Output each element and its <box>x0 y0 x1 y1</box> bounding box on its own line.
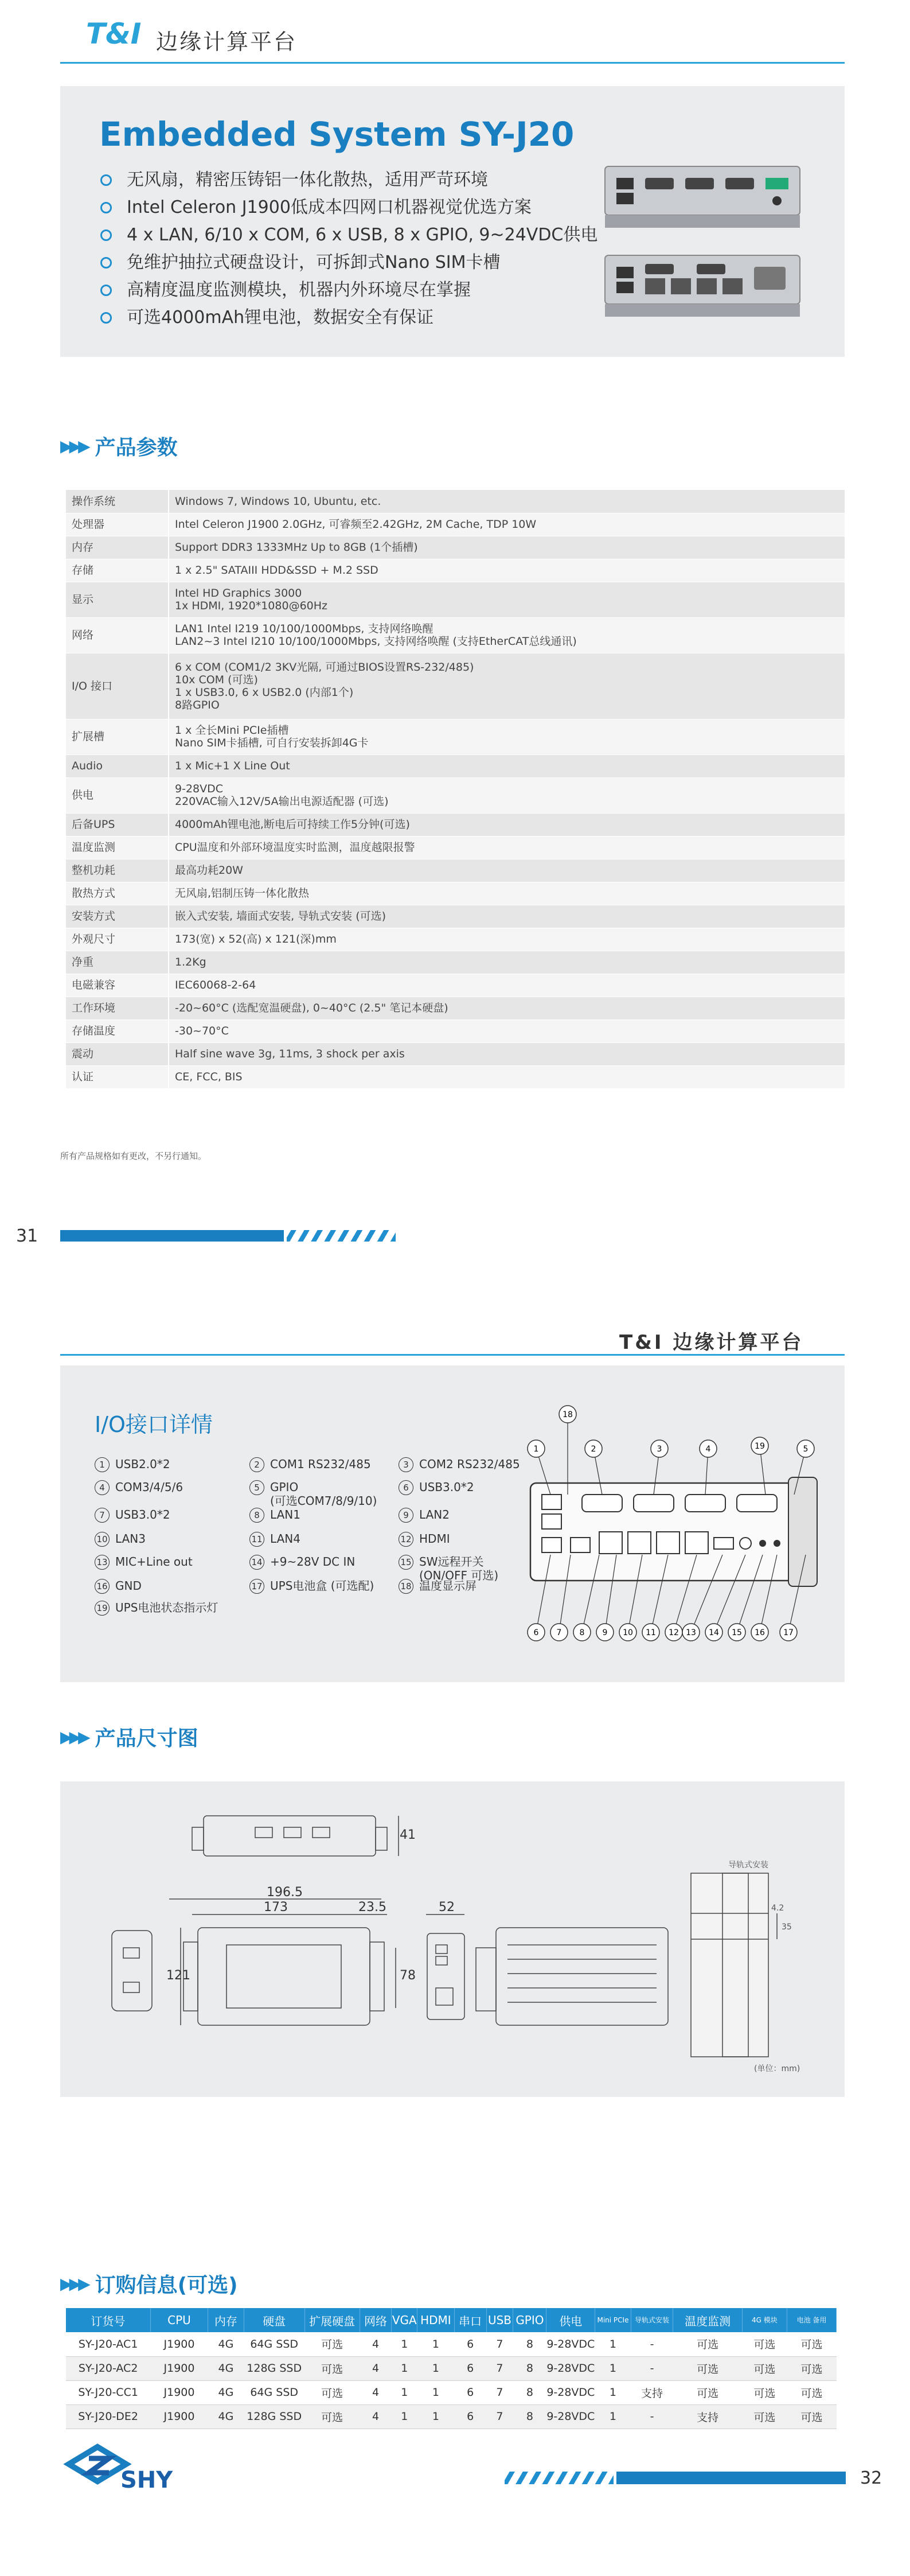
spec-value: Intel HD Graphics 3000 1x HDMI, 1920*1080@60Hz <box>169 582 845 617</box>
order-cell: - <box>631 2332 673 2356</box>
order-cell: 8 <box>513 2380 546 2404</box>
io-label: HDMI <box>419 1532 450 1546</box>
io-legend-item <box>95 1532 146 1547</box>
spec-value: Windows 7, Windows 10, Ubuntu, etc. <box>169 490 845 513</box>
order-cell: 1 <box>392 2404 417 2429</box>
feature-item: Intel Celeron J1900低成本四网口机器视觉优选方案 <box>100 194 597 221</box>
arrows-icon: ▶▶▶ <box>60 1727 87 1746</box>
spec-value: CE, FCC, BIS <box>169 1065 845 1088</box>
order-cell: 4 <box>360 2380 392 2404</box>
order-cell: - <box>631 2356 673 2380</box>
spec-value: Half sine wave 3g, 11ms, 3 shock per axis <box>169 1042 845 1065</box>
spec-value: 6 x COM (COM1/2 3KV光隔, 可通过BIOS设置RS-232/485) 10x COM (可选) 1 x USB3.0, 6 x USB2.0 (内部1个) 8路GPIO <box>169 653 845 719</box>
io-number: 14 <box>249 1555 264 1570</box>
feature-item: 无风扇，精密压铸铝一体化散热，适用严苛环境 <box>100 166 597 194</box>
io-legend-item <box>249 1480 377 1508</box>
order-cell: 可选 <box>787 2332 836 2356</box>
callout-number: 17 <box>783 1628 794 1637</box>
spec-row <box>66 905 845 928</box>
io-label: UPS电池盒 (可选配) <box>270 1579 374 1593</box>
spec-row <box>66 813 845 836</box>
spec-row <box>66 582 845 617</box>
spec-row <box>66 653 845 719</box>
io-number: 12 <box>399 1532 413 1547</box>
section-title: 订购信息(可选) <box>95 2274 238 2297</box>
io-number: 1 <box>95 1457 110 1472</box>
spec-row <box>66 997 845 1019</box>
callouts-top <box>528 1406 814 1495</box>
order-cell: 6 <box>454 2332 486 2356</box>
order-cell: 1 <box>392 2332 417 2356</box>
section-heading-order <box>60 2269 238 2298</box>
io-legend-item <box>399 1579 477 1594</box>
hero-title: Embedded System SY-J20 <box>99 115 575 154</box>
callout-number: 5 <box>803 1445 809 1454</box>
callout-number: 14 <box>709 1628 719 1637</box>
spec-row <box>66 536 845 559</box>
io-label: SW远程开关 (ON/OFF 可选) <box>419 1555 499 1582</box>
page2-header-rule <box>60 1354 845 1356</box>
io-legend-item <box>399 1508 450 1523</box>
dim-width-52: 52 <box>439 1900 455 1915</box>
io-legend-item <box>249 1579 374 1594</box>
spec-key: 温度监测 <box>66 836 168 859</box>
order-cell: 可选 <box>304 2380 360 2404</box>
dim-width-173: 173 <box>264 1900 288 1915</box>
footer2-bar <box>616 2472 846 2484</box>
spec-row <box>66 859 845 882</box>
io-label: LAN1 <box>270 1508 300 1522</box>
order-cell: 可选 <box>787 2356 836 2380</box>
spec-key: 后备UPS <box>66 813 168 836</box>
order-cell: 可选 <box>742 2332 787 2356</box>
io-diagram <box>519 1391 840 1661</box>
io-label: 温度显示屏 <box>419 1579 477 1593</box>
order-cell: 1 <box>392 2380 417 2404</box>
callout-number: 16 <box>755 1628 765 1637</box>
order-cell: 128G SSD <box>244 2356 304 2380</box>
spec-value: Intel Celeron J1900 2.0GHz, 可睿频至2.42GHz, 2M Cache, TDP 10W <box>169 513 845 536</box>
feature-item: 4 x LAN, 6/10 x COM, 6 x USB, 8 x GPIO, 9~24VDC供电 <box>100 221 597 249</box>
io-label: UPS电池状态指示灯 <box>115 1601 218 1614</box>
dim-width-196: 196.5 <box>267 1885 303 1900</box>
io-legend-item <box>249 1555 355 1570</box>
io-number: 15 <box>399 1555 413 1570</box>
order-cell: SY-J20-DE2 <box>66 2404 150 2429</box>
rail-dim-2: 35 <box>782 1923 792 1932</box>
order-cell: 8 <box>513 2356 546 2380</box>
spec-value: IEC60068-2-64 <box>169 974 845 997</box>
order-cell: 可选 <box>787 2404 836 2429</box>
io-legend-item <box>95 1480 183 1495</box>
io-number: 9 <box>399 1508 413 1523</box>
io-label: +9~28V DC IN <box>270 1555 356 1569</box>
callout-number: 15 <box>732 1628 742 1637</box>
order-cell: 1 <box>595 2356 631 2380</box>
order-header-cell: 内存 <box>208 2308 244 2332</box>
order-header-cell: Mini PCIe <box>595 2308 631 2332</box>
spec-key: 存储 <box>66 559 168 582</box>
spec-row <box>66 951 845 974</box>
io-number: 5 <box>249 1480 264 1495</box>
order-cell: 9-28VDC <box>546 2332 595 2356</box>
spec-key: Audio <box>66 754 168 777</box>
order-header-cell: 温度监测 <box>673 2308 743 2332</box>
spec-value: -30~70°C <box>169 1019 845 1042</box>
order-cell: 4 <box>360 2332 392 2356</box>
spec-row <box>66 928 845 951</box>
io-label: COM3/4/5/6 <box>115 1480 183 1494</box>
spec-key: 显示 <box>66 582 168 617</box>
rail-label: 导轨式安装 <box>728 1861 768 1870</box>
order-cell: 可选 <box>304 2332 360 2356</box>
order-cell: 6 <box>454 2404 486 2429</box>
order-header-cell: CPU <box>150 2308 208 2332</box>
spec-key: 外观尺寸 <box>66 928 168 951</box>
brand-subtitle: 边缘计算平台 <box>156 29 298 55</box>
order-header-cell: 网络 <box>360 2308 392 2332</box>
dim-width-23: 23.5 <box>358 1900 386 1915</box>
spec-row <box>66 1065 845 1088</box>
order-cell: 4 <box>360 2356 392 2380</box>
io-number: 19 <box>95 1601 110 1616</box>
spec-row <box>66 719 845 754</box>
product-front-view <box>605 166 800 228</box>
arrows-icon: ▶▶▶ <box>60 437 87 456</box>
io-label: COM1 RS232/485 <box>270 1457 371 1471</box>
order-header-cell: USB <box>486 2308 513 2332</box>
order-cell: 可选 <box>742 2404 787 2429</box>
io-legend-item <box>95 1457 170 1472</box>
io-label: COM2 RS232/485 <box>419 1457 520 1471</box>
spec-key: 震动 <box>66 1042 168 1065</box>
order-header-cell: VGA <box>392 2308 417 2332</box>
spec-row <box>66 513 845 536</box>
spec-key: 处理器 <box>66 513 168 536</box>
page2-number: 32 <box>860 2468 882 2488</box>
spec-value: -20~60°C (选配宽温硬盘), 0~40°C (2.5" 笔记本硬盘) <box>169 997 845 1019</box>
order-cell: 6 <box>454 2356 486 2380</box>
callout-number: 3 <box>657 1445 662 1454</box>
order-cell: 可选 <box>673 2332 743 2356</box>
order-cell: 128G SSD <box>244 2404 304 2429</box>
io-label: GND <box>115 1579 142 1593</box>
io-number: 6 <box>399 1480 413 1495</box>
spec-key: 散热方式 <box>66 882 168 905</box>
order-cell: 可选 <box>304 2356 360 2380</box>
order-header-cell: 订货号 <box>66 2308 150 2332</box>
order-cell: SY-J20-AC2 <box>66 2356 150 2380</box>
io-legend-item <box>249 1457 371 1472</box>
order-cell: 1 <box>595 2404 631 2429</box>
spec-row <box>66 1042 845 1065</box>
spec-table <box>66 490 845 1089</box>
io-label: USB2.0*2 <box>115 1457 170 1471</box>
spec-row <box>66 882 845 905</box>
io-number: 16 <box>95 1579 110 1594</box>
io-legend-item <box>95 1579 142 1594</box>
shy-logo-text: SHY <box>120 2467 173 2493</box>
spec-key: 工作环境 <box>66 997 168 1019</box>
footer2-stripes <box>505 2472 614 2484</box>
order-cell: J1900 <box>150 2332 208 2356</box>
callout-number: 18 <box>563 1410 573 1419</box>
callout-number: 4 <box>705 1445 711 1454</box>
order-cell: 64G SSD <box>244 2332 304 2356</box>
order-cell: 4 <box>360 2404 392 2429</box>
io-legend-item <box>399 1457 520 1472</box>
device-outline <box>530 1477 817 1586</box>
io-label: USB3.0*2 <box>115 1508 170 1522</box>
io-number: 17 <box>249 1579 264 1594</box>
order-cell: J1900 <box>150 2404 208 2429</box>
callout-number: 1 <box>533 1445 539 1454</box>
io-legend-item <box>399 1480 474 1495</box>
spec-key: 供电 <box>66 777 168 813</box>
order-row <box>66 2380 837 2404</box>
spec-row <box>66 836 845 859</box>
order-header-cell: 串口 <box>454 2308 486 2332</box>
spec-value: 9-28VDC 220VAC输入12V/5A输出电源适配器 (可选) <box>169 777 845 813</box>
spec-value: Support DDR3 1333MHz Up to 8GB (1个插槽) <box>169 536 845 559</box>
io-number: 18 <box>399 1579 413 1594</box>
order-cell: J1900 <box>150 2380 208 2404</box>
spec-value: LAN1 Intel I219 10/100/1000Mbps, 支持网络唤醒 LAN2~3 Intel I210 10/100/1000Mbps, 支持网络唤醒 (支持EtherCAT总线通讯) <box>169 617 845 653</box>
spec-value: 1 x 全长Mini PCIe插槽 Nano SIM卡插槽, 可自行安装拆卸4G卡 <box>169 719 845 754</box>
feature-item: 可选4000mAh锂电池，数据安全有保证 <box>100 304 597 332</box>
order-cell: 6 <box>454 2380 486 2404</box>
spec-value: 4000mAh锂电池,断电后可持续工作5分钟(可选) <box>169 813 845 836</box>
order-header-cell: 4G 模块 <box>742 2308 787 2332</box>
io-legend-item <box>95 1555 193 1570</box>
dim-depth-121: 121 <box>166 1968 190 1983</box>
order-cell: 可选 <box>673 2380 743 2404</box>
footer-bar <box>60 1230 284 1242</box>
order-cell: 1 <box>595 2380 631 2404</box>
order-cell: 9-28VDC <box>546 2380 595 2404</box>
order-header-cell: 电池 备用 <box>787 2308 836 2332</box>
io-title: I/O接口详情 <box>95 1412 213 1437</box>
spec-key: 存储温度 <box>66 1019 168 1042</box>
spec-key: I/O 接口 <box>66 653 168 719</box>
order-cell: 1 <box>417 2332 455 2356</box>
header-rule <box>60 62 845 64</box>
page2-brand: T&I 边缘计算平台 <box>619 1331 804 1354</box>
spec-key: 整机功耗 <box>66 859 168 882</box>
spec-row <box>66 490 845 513</box>
dim-depth-78: 78 <box>400 1968 416 1983</box>
io-number: 4 <box>95 1480 110 1495</box>
spec-key: 安装方式 <box>66 905 168 928</box>
order-cell: - <box>631 2404 673 2429</box>
spec-key: 认证 <box>66 1065 168 1088</box>
rail-dim-1: 4.2 <box>771 1904 784 1913</box>
order-row <box>66 2404 837 2429</box>
spec-key: 扩展槽 <box>66 719 168 754</box>
callout-number: 11 <box>646 1628 656 1637</box>
io-number: 11 <box>249 1532 264 1547</box>
order-cell: 4G <box>208 2356 244 2380</box>
io-label: USB3.0*2 <box>419 1480 474 1494</box>
callout-number: 10 <box>623 1628 633 1637</box>
section-title: 产品尺寸图 <box>95 1727 198 1750</box>
spec-value: 最高功耗20W <box>169 859 845 882</box>
order-cell: 4G <box>208 2380 244 2404</box>
spec-row <box>66 617 845 653</box>
order-header-row <box>66 2308 837 2332</box>
order-cell: 8 <box>513 2404 546 2429</box>
io-legend-item <box>95 1508 170 1523</box>
hero-panel <box>60 86 845 357</box>
dim-height-41: 41 <box>400 1828 416 1842</box>
io-legend-item <box>399 1532 450 1547</box>
io-legend-item <box>249 1532 300 1547</box>
order-cell: 可选 <box>742 2380 787 2404</box>
callout-number: 7 <box>556 1628 562 1637</box>
order-cell: J1900 <box>150 2356 208 2380</box>
dimension-panel <box>60 1781 845 2097</box>
callout-number: 2 <box>591 1445 596 1454</box>
product-image <box>593 155 823 333</box>
order-cell: 8 <box>513 2332 546 2356</box>
order-header-cell: 供电 <box>546 2308 595 2332</box>
order-cell: 可选 <box>673 2356 743 2380</box>
io-number: 8 <box>249 1508 264 1523</box>
order-cell: 1 <box>595 2332 631 2356</box>
order-cell: SY-J20-AC1 <box>66 2332 150 2356</box>
product-rear-view <box>605 255 800 317</box>
order-cell: SY-J20-CC1 <box>66 2380 150 2404</box>
spec-row <box>66 974 845 997</box>
io-number: 2 <box>249 1457 264 1472</box>
order-cell: 支持 <box>631 2380 673 2404</box>
order-cell: 可选 <box>742 2356 787 2380</box>
order-cell: 1 <box>417 2404 455 2429</box>
feature-item: 免维护抽拉式硬盘设计，可拆卸式Nano SIM卡槽 <box>100 249 597 277</box>
feature-item: 高精度温度监测模块，机器内外环境尽在掌握 <box>100 277 597 304</box>
order-cell: 4G <box>208 2404 244 2429</box>
section-heading-dims <box>60 1722 198 1752</box>
order-cell: 1 <box>417 2356 455 2380</box>
page-number: 31 <box>16 1226 38 1246</box>
order-cell: 7 <box>486 2332 513 2356</box>
spec-value: CPU温度和外部环境温度实时监测，温度越限报警 <box>169 836 845 859</box>
unit-label: (单位：mm) <box>754 2064 800 2073</box>
order-header-cell: 导轨式安装 <box>631 2308 673 2332</box>
order-cell: 64G SSD <box>244 2380 304 2404</box>
order-header-cell: 扩展硬盘 <box>304 2308 360 2332</box>
callout-number: 6 <box>533 1628 539 1637</box>
spec-row <box>66 754 845 777</box>
dimension-drawing <box>60 1781 845 2097</box>
io-legend-item <box>399 1555 498 1582</box>
spec-value: 173(宽) x 52(高) x 121(深)mm <box>169 928 845 951</box>
callout-number: 12 <box>669 1628 679 1637</box>
section-heading-params <box>60 431 178 461</box>
io-label: MIC+Line out <box>115 1555 193 1569</box>
callout-number: 13 <box>686 1628 696 1637</box>
arrows-icon: ▶▶▶ <box>60 2274 87 2293</box>
io-label: LAN3 <box>115 1532 146 1546</box>
order-row <box>66 2356 837 2380</box>
order-cell: 7 <box>486 2380 513 2404</box>
order-table <box>66 2308 837 2429</box>
order-cell: 1 <box>417 2380 455 2404</box>
order-cell: 7 <box>486 2404 513 2429</box>
io-panel <box>60 1365 845 1682</box>
io-legend-item <box>95 1601 218 1616</box>
order-cell: 可选 <box>787 2380 836 2404</box>
io-number: 7 <box>95 1508 110 1523</box>
spec-value: 1.2Kg <box>169 951 845 974</box>
spec-row <box>66 559 845 582</box>
callout-number: 9 <box>602 1628 608 1637</box>
spec-value: 1 x 2.5" SATAIII HDD&SSD + M.2 SSD <box>169 559 845 582</box>
spec-key: 网络 <box>66 617 168 653</box>
io-label: GPIO (可选COM7/8/9/10) <box>270 1480 377 1508</box>
callout-number: 8 <box>579 1628 585 1637</box>
io-number: 10 <box>95 1532 110 1547</box>
order-header-cell: HDMI <box>417 2308 455 2332</box>
order-header-cell: 硬盘 <box>244 2308 304 2332</box>
io-number: 3 <box>399 1457 413 1472</box>
spec-key: 操作系统 <box>66 490 168 513</box>
io-label: LAN4 <box>270 1532 300 1546</box>
section-title: 产品参数 <box>95 436 178 460</box>
order-cell: 可选 <box>304 2404 360 2429</box>
order-cell: 支持 <box>673 2404 743 2429</box>
order-cell: 9-28VDC <box>546 2404 595 2429</box>
spec-value: 1 x Mic+1 X Line Out <box>169 754 845 777</box>
io-legend-item <box>249 1508 300 1523</box>
spec-key: 内存 <box>66 536 168 559</box>
footnote: 所有产品规格如有更改，不另行通知。 <box>60 1151 207 1161</box>
order-cell: 9-28VDC <box>546 2356 595 2380</box>
spec-row <box>66 777 845 813</box>
spec-key: 电磁兼容 <box>66 974 168 997</box>
spec-key: 净重 <box>66 951 168 974</box>
io-number: 13 <box>95 1555 110 1570</box>
order-row <box>66 2332 837 2356</box>
order-header-cell: GPIO <box>513 2308 546 2332</box>
callout-number: 19 <box>755 1442 765 1451</box>
spec-value: 无风扇,铝制压铸一体化散热 <box>169 882 845 905</box>
footer-stripes <box>287 1230 396 1242</box>
order-cell: 1 <box>392 2356 417 2380</box>
feature-list <box>100 166 597 332</box>
spec-value: 嵌入式安装, 墙面式安装, 导轨式安装 (可选) <box>169 905 845 928</box>
order-cell: 7 <box>486 2356 513 2380</box>
order-cell: 4G <box>208 2332 244 2356</box>
spec-row <box>66 1019 845 1042</box>
io-label: LAN2 <box>419 1508 450 1522</box>
brand-logo: T&I <box>86 17 142 50</box>
